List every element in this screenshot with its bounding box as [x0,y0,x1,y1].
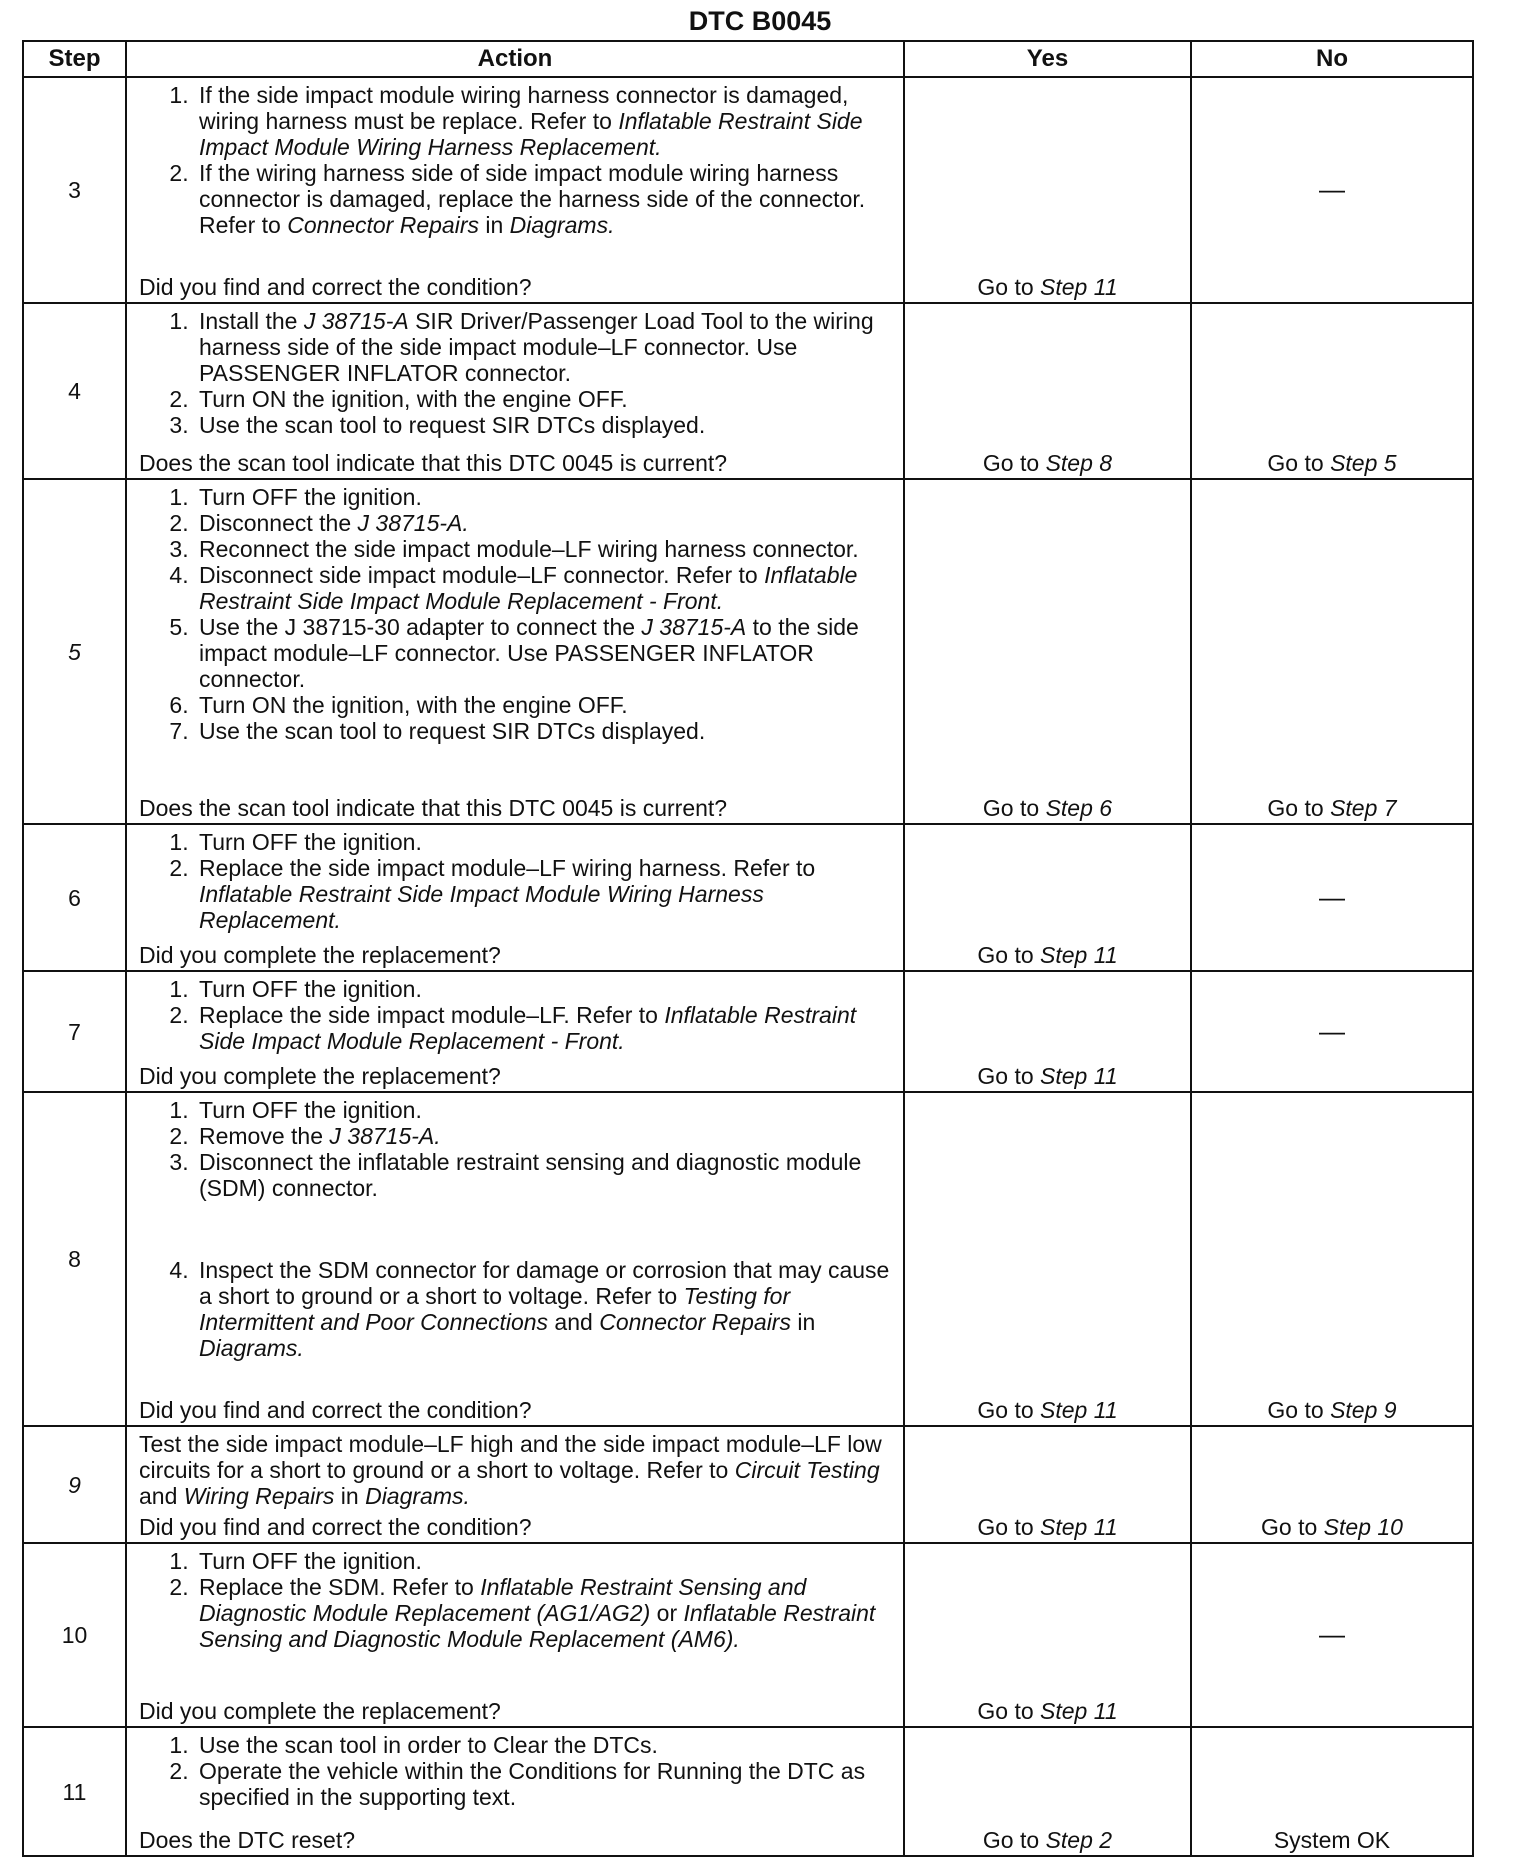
no-dash: — [1319,881,1345,912]
instruction-text: Disconnect side impact module–LF connector. Refer to [199,562,765,588]
goto-prefix: Go to [977,274,1041,300]
action-question: Does the scan tool indicate that this DTC 0045 is current? [139,795,728,821]
no-goto [1267,1397,1396,1425]
reference-text: J 38715-A [641,614,747,640]
action-steps [139,976,895,1054]
reference-text: Inflatable Restraint Sensing and Diagnostic Module Replacement (AG1/AG2) [199,1574,807,1626]
no-goto [1267,450,1396,478]
reference-text: Inflatable Restraint Side Impact Module Replacement - Front. [199,1002,857,1054]
instruction-text: and [548,1309,600,1335]
action-steps [139,82,895,238]
instruction-text: Disconnect the inflatable restraint sensing and diagnostic module (SDM) connector. [199,1149,862,1201]
instruction-text: Inspect the SDM connector for damage or corrosion that may cause a short to ground or a short to voltage. Refer to [199,1257,890,1309]
action-question: Did you complete the replacement? [139,1063,501,1089]
action-question: Did you complete the replacement? [139,942,501,968]
no-goto [1267,795,1396,823]
goto-prefix: Go to [982,795,1046,821]
yes-cell [904,971,1191,1092]
goto-step: Step 10 [1323,1514,1403,1540]
no-cell [1191,1727,1473,1856]
reference-text: Testing for Intermittent and Poor Connections [199,1283,791,1335]
table-row [23,1426,1473,1543]
page-title: DTC B0045 [688,6,832,36]
goto-step: Step 11 [1040,1063,1118,1089]
reference-text: Inflatable Restraint Sensing and Diagnostic Module Replacement (AM6). [199,1600,876,1652]
goto-step: Step 7 [1330,795,1397,821]
action-step [195,412,895,438]
action-step [195,386,895,412]
yes-goto [977,1698,1117,1726]
yes-cell [904,1543,1191,1727]
no-dash: — [1319,174,1345,204]
yes-cell [904,479,1191,824]
no-cell [1191,77,1473,303]
goto-step: Step 6 [1045,795,1113,821]
table-row [23,1727,1473,1856]
instruction-text: and [139,1483,184,1509]
action-cell [126,1727,904,1856]
instruction-text: Turn ON the ignition, with the engine OFF. [199,692,628,718]
yes-goto [977,1397,1117,1425]
action-step [195,484,895,510]
action-cell [126,77,904,303]
header-yes: Yes [904,41,1191,77]
table-row [23,824,1473,971]
action-step [195,1097,895,1123]
yes-goto [983,450,1112,478]
step-number: 11 [23,1727,126,1856]
goto-prefix: Go to [1267,1397,1331,1423]
goto-step: Step 11 [1040,1514,1118,1540]
action-question: Did you find and correct the condition? [139,1514,532,1540]
goto-prefix: Go to [1267,795,1331,821]
action-steps [139,308,895,438]
goto-step: Step 11 [1040,942,1118,968]
goto-prefix: Go to [977,942,1041,968]
reference-text: Connector Repairs [599,1309,791,1335]
no-cell [1191,303,1473,479]
step-number: 9 [23,1426,126,1543]
step-number: 10 [23,1543,126,1727]
goto-prefix: Go to [1267,450,1331,476]
no-result: System OK [1273,1827,1391,1853]
no-cell [1191,1426,1473,1543]
instruction-text: in [334,1483,366,1509]
reference-text: J 38715-A. [329,1123,441,1149]
instruction-text: If the wiring harness side of side impact module wiring harness connector is damaged, replace the harness side of the connector. Refer to [199,160,866,238]
table-row [23,1092,1473,1426]
action-cell [126,1543,904,1727]
instruction-text: Reconnect the side impact module–LF wiring harness connector. [199,536,859,562]
goto-prefix: Go to [982,450,1046,476]
instruction-text: Use the scan tool in order to Clear the DTCs. [199,1732,658,1758]
step-number: 7 [23,971,126,1092]
step-number: 6 [23,824,126,971]
action-cell [126,824,904,971]
action-step [195,1548,895,1574]
instruction-text: Replace the side impact module–LF. Refer to [199,1002,665,1028]
action-question: Did you find and correct the condition? [139,274,532,300]
action-step [195,160,895,238]
action-paragraph [139,1431,895,1509]
reference-text: Circuit Testing [734,1457,880,1483]
instruction-text: or [650,1600,684,1626]
yes-goto [977,942,1117,970]
goto-step: Step 11 [1040,274,1118,300]
instruction-text: Remove the [199,1123,330,1149]
yes-goto [983,795,1112,823]
action-cell [126,303,904,479]
instruction-text: Test the side impact module–LF high and the side impact module–LF low circuits for a short to ground or a short to voltage. Refer to [139,1431,882,1483]
yes-cell [904,1727,1191,1856]
reference-text: Inflatable Restraint Side Impact Module Wiring Harness Replacement. [199,881,764,933]
instruction-text: Turn OFF the ignition. [199,1097,422,1123]
goto-prefix: Go to [977,1514,1041,1540]
goto-prefix: Go to [1261,1514,1324,1540]
reference-text: Connector Repairs [287,212,479,238]
instruction-text: Turn OFF the ignition. [199,1548,422,1574]
action-steps [139,1548,895,1652]
reference-text: J 38715-A. [357,510,469,536]
no-cell [1191,824,1473,971]
reference-text: J 38715-A [303,308,409,334]
no-cell [1191,479,1473,824]
action-step [195,82,895,160]
action-step [195,510,895,536]
goto-step: Step 2 [1045,1827,1113,1853]
action-step [195,1758,895,1810]
reference-text: Inflatable Restraint Side Impact Module Replacement - Front. [199,562,858,614]
instruction-text: Use the J 38715-30 adapter to connect the [199,614,642,640]
instruction-text: Use the scan tool to request SIR DTCs displayed. [199,718,706,744]
step-number: 3 [23,77,126,303]
goto-prefix: Go to [982,1827,1046,1853]
action-question: Did you complete the replacement? [139,1698,501,1724]
action-steps [139,1732,895,1810]
action-step [195,976,895,1002]
action-question: Did you find and correct the condition? [139,1397,532,1423]
reference-text: Inflatable Restraint Side Impact Module Wiring Harness Replacement. [199,108,863,160]
goto-prefix: Go to [977,1397,1041,1423]
reference-text: Diagrams. [365,1483,470,1509]
step-number: 8 [23,1092,126,1426]
action-cell [126,971,904,1092]
no-cell [1191,971,1473,1092]
table-row [23,479,1473,824]
instruction-text: Operate the vehicle within the Conditions for Running the DTC as specified in the supporting text. [199,1758,866,1810]
yes-cell [904,824,1191,971]
table-row [23,303,1473,479]
instruction-text: Replace the side impact module–LF wiring harness. Refer to [199,855,816,881]
yes-goto [983,1827,1112,1855]
no-dash: — [1319,1619,1345,1649]
action-steps [139,484,895,744]
yes-goto [977,274,1117,302]
yes-cell [904,303,1191,479]
yes-goto [977,1063,1117,1091]
no-goto [1261,1514,1403,1542]
goto-prefix: Go to [977,1063,1041,1089]
no-cell [1191,1543,1473,1727]
step-number: 5 [23,479,126,824]
action-question: Does the DTC reset? [139,1827,356,1853]
instruction-text: Turn OFF the ignition. [199,976,422,1002]
action-step [195,536,895,562]
instruction-text: to the side impact module–LF connector. Use PASSENGER INFLATOR connector. [199,614,859,692]
action-steps [139,1097,895,1361]
instruction-text: Turn OFF the ignition. [199,829,422,855]
goto-step: Step 9 [1330,1397,1397,1423]
action-step [195,829,895,855]
table-row [23,971,1473,1092]
header-step: Step [23,41,126,77]
instruction-text: Use the scan tool to request SIR DTCs displayed. [199,412,706,438]
yes-goto [977,1514,1117,1542]
goto-step: Step 5 [1330,450,1397,476]
instruction-text: Turn OFF the ignition. [199,484,422,510]
action-step [195,855,895,933]
reference-text: Wiring Repairs [183,1483,335,1509]
yes-cell [904,77,1191,303]
action-steps [139,829,895,933]
action-step [195,1123,895,1149]
action-step [195,1002,895,1054]
action-step [195,1257,895,1361]
header-no: No [1191,41,1473,77]
action-step [195,614,895,692]
no-dash: — [1319,1015,1345,1046]
action-cell [126,1092,904,1426]
step-number: 4 [23,303,126,479]
instruction-text: Install the [199,308,304,334]
yes-cell [904,1092,1191,1426]
instruction-text: Replace the SDM. Refer to [199,1574,481,1600]
action-step [195,692,895,718]
action-cell [126,1426,904,1543]
instruction-text: Disconnect the [199,510,358,536]
instruction-text: If the side impact module wiring harness connector is damaged, wiring harness must be replace. Refer to [199,82,849,134]
instruction-text: SIR Driver/Passenger Load Tool to the wiring harness side of the side impact module–LF connector. Use PASSENGER INFLATOR connector. [199,308,874,386]
yes-cell [904,1426,1191,1543]
instruction-text: in [790,1309,816,1335]
action-step [195,1732,895,1758]
action-step [195,1149,895,1201]
header-row [23,41,1473,77]
action-step [195,308,895,386]
instruction-text: Turn ON the ignition, with the engine OFF. [199,386,628,412]
table-row [23,77,1473,303]
instruction-text: in [478,212,510,238]
dtc-table [22,40,1474,1857]
action-cell [126,479,904,824]
goto-prefix: Go to [977,1698,1041,1724]
reference-text: Diagrams. [509,212,615,238]
reference-text: Diagrams. [199,1335,304,1361]
table-row [23,1543,1473,1727]
action-step [195,1574,895,1652]
no-cell [1191,1092,1473,1426]
action-step [195,718,895,744]
header-action: Action [126,41,904,77]
action-step [195,562,895,614]
goto-step: Step 11 [1040,1397,1118,1423]
goto-step: Step 11 [1040,1698,1118,1724]
goto-step: Step 8 [1045,450,1113,476]
action-question: Does the scan tool indicate that this DTC 0045 is current? [139,450,728,476]
